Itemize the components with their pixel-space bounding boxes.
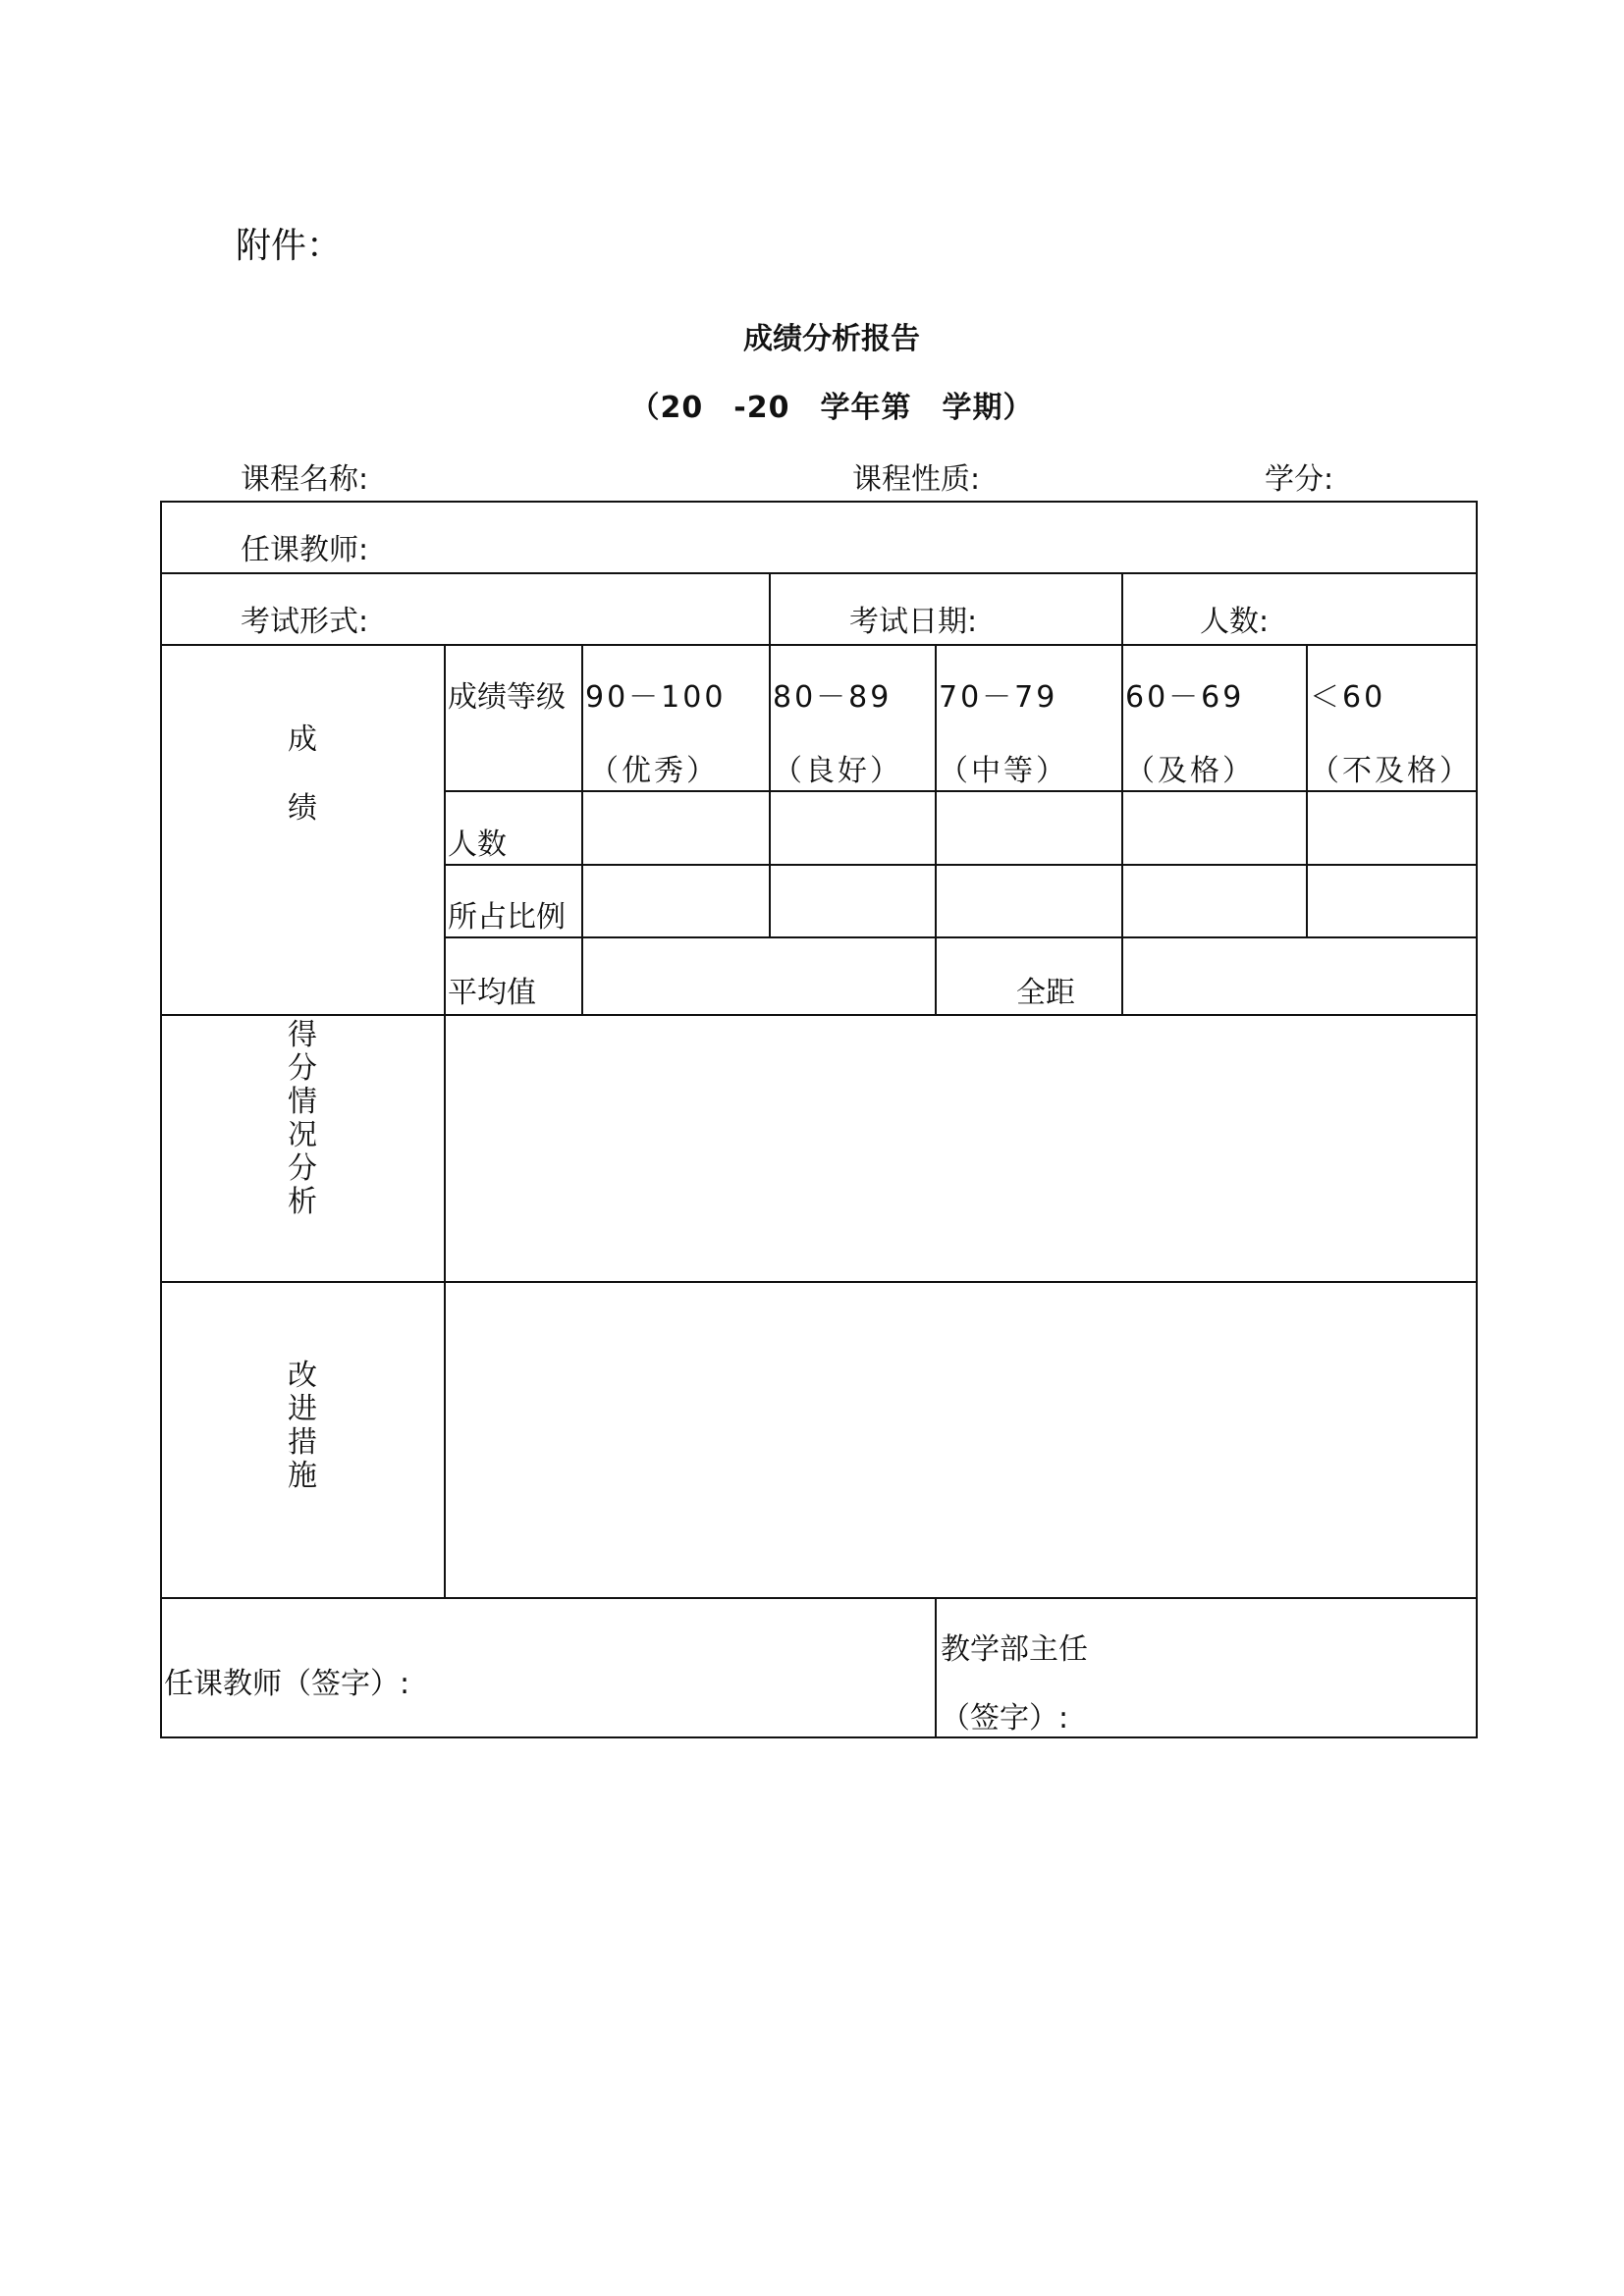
table-line xyxy=(444,936,1478,938)
count-row-label: 人数 xyxy=(448,828,507,862)
table-line xyxy=(1476,501,1478,1738)
table-line xyxy=(1306,644,1308,936)
range-label: 全距 xyxy=(1016,976,1075,1010)
table-line xyxy=(160,1281,1478,1283)
table-line xyxy=(160,501,162,1738)
course-name-label: 课程名称: xyxy=(241,462,369,497)
grade-range: 90－100 xyxy=(585,680,727,715)
improve-section-char: 进 xyxy=(288,1392,317,1426)
grade-label: （良好） xyxy=(773,754,902,788)
table-line xyxy=(160,501,1478,503)
grade-label: （不及格） xyxy=(1310,754,1472,788)
table-line xyxy=(1121,572,1123,644)
table-line xyxy=(935,644,937,1014)
average-label: 平均值 xyxy=(448,976,536,1010)
grade-range: 80－89 xyxy=(773,680,893,715)
table-line xyxy=(160,1736,1478,1738)
grade-range: ＜60 xyxy=(1310,680,1386,715)
exam-form-label: 考试形式: xyxy=(241,605,369,639)
score-section-char: 绩 xyxy=(288,791,317,826)
teacher-label: 任课教师: xyxy=(241,533,369,567)
improve-section-char: 改 xyxy=(288,1359,317,1393)
analysis-section-char: 情 xyxy=(288,1085,317,1119)
grade-label: （及格） xyxy=(1125,754,1255,788)
grade-range: 60－69 xyxy=(1125,680,1245,715)
analysis-section-char: 分 xyxy=(288,1151,317,1186)
table-line xyxy=(769,644,771,936)
table-line xyxy=(444,644,446,1597)
table-line xyxy=(160,644,1478,646)
ratio-row-label: 所占比例 xyxy=(448,900,566,934)
improve-section-char: 施 xyxy=(288,1459,317,1493)
page-title: 成绩分析报告 xyxy=(743,322,920,356)
director-label: 教学部主任 xyxy=(941,1632,1088,1667)
table-line xyxy=(444,790,1478,792)
table-line xyxy=(1121,644,1123,1014)
table-line xyxy=(581,644,583,1014)
analysis-section-char: 分 xyxy=(288,1051,317,1086)
appendix-label: 附件： xyxy=(236,226,343,266)
table-line xyxy=(160,1597,1478,1599)
analysis-section-char: 得 xyxy=(288,1018,317,1052)
table-line xyxy=(769,572,771,644)
grade-label: （优秀） xyxy=(589,754,719,788)
table-line xyxy=(444,864,1478,866)
grade-label: （中等） xyxy=(939,754,1068,788)
improve-section-char: 措 xyxy=(288,1425,317,1460)
teacher-signature-label: 任课教师（签字）: xyxy=(164,1667,410,1701)
headcount-label: 人数: xyxy=(1200,605,1270,639)
page-subtitle: （20 -20 学年第 学期） xyxy=(629,391,1034,425)
grade-range: 70－79 xyxy=(939,680,1058,715)
table-line xyxy=(160,572,1478,574)
credits-label: 学分: xyxy=(1265,462,1334,497)
score-section-char: 成 xyxy=(288,722,317,757)
analysis-section-char: 况 xyxy=(288,1118,317,1152)
director-signature-label: （签字）: xyxy=(941,1701,1069,1735)
table-line xyxy=(160,1014,1478,1016)
course-type-label: 课程性质: xyxy=(852,462,981,497)
table-line xyxy=(935,1597,937,1736)
exam-date-label: 考试日期: xyxy=(849,605,978,639)
grade-level-label: 成绩等级 xyxy=(448,680,566,715)
analysis-section-char: 析 xyxy=(288,1185,317,1219)
